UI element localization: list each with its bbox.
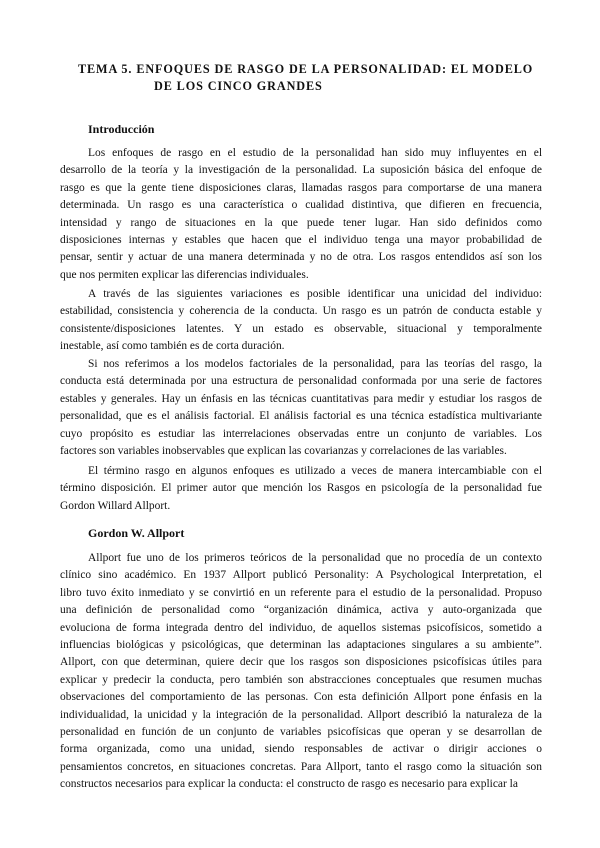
paragraph-intro-4 — [60, 463, 542, 515]
paragraph-line: intensidad y rango de situaciones en la que puede tener lugar. Han sido definidos como — [60, 216, 542, 229]
title-line-2: DE LOS CINCO GRANDES — [154, 79, 323, 93]
paragraph-line: A través de las siguientes variaciones es posible identificar una unicidad del individuo: — [88, 288, 542, 300]
paragraph-line: libro tuvo éxito inmediato y se convirtió en un referente para el estudio de la personalidad. Propuso — [60, 586, 542, 599]
paragraph-allport-1 — [60, 550, 542, 794]
paragraph-intro-2 — [60, 286, 542, 356]
paragraph-line: Gordon Willard Allport. — [60, 499, 171, 512]
title-line-1: TEMA 5. ENFOQUES DE RASGO DE LA PERSONALIDAD: EL MODELO — [78, 62, 534, 76]
document-title — [60, 61, 550, 95]
paragraph-line: que nos permiten explicar las diferencias individuales. — [60, 268, 309, 281]
paragraph-line: evoluciona de forma integrada dentro del individuo, de aquellos sistemas psicofísicos, sometido a — [60, 621, 542, 634]
paragraph-line: desarrollo de la teoría y la investigación de la personalidad. La suposición básica del enfoque de — [60, 164, 542, 177]
paragraph-line: estables y generales. Hay un énfasis en las técnicas cuantitativas para medir y estudiar los rasgos de — [60, 392, 542, 405]
paragraph-line: término disposición. El primer autor que mención los Rasgos en psicología de la personalidad fue — [60, 482, 542, 495]
paragraph-line: disposiciones internas y estables que hacen que el individuo tenga una mayor probabilidad de — [60, 234, 542, 247]
section-heading-allport: Gordon W. Allport — [88, 526, 185, 540]
paragraph-intro-3 — [60, 356, 542, 460]
paragraph-line: cuyo propósito es estudiar las interrelaciones observadas entre un conjunto de variables. Los — [60, 427, 542, 440]
paragraph-line: una definición de personalidad como “organización dinámica, activa y auto-organizada que — [60, 604, 542, 617]
paragraph-line: conducta está determinada por una estructura de personalidad conformada por una serie de factores — [60, 375, 542, 388]
paragraph-line: explicar y predecir la conducta, pero también son abstracciones conceptuales que resumen muchas — [60, 673, 542, 686]
paragraph-line: personalidad en función de un conjunto de variables psicofísicas que operan y se desarrollan de — [60, 726, 542, 739]
paragraph-line: clínico sino académico. En 1937 Allport publicó Personality: A Psychological Interpretation, el — [60, 569, 542, 582]
paragraph-line: consistente/disposiciones latentes. Y un estado es observable, situacional y temporalmente — [60, 322, 542, 335]
paragraph-line: personalidad, que es el análisis factorial. El análisis factorial es una técnica estadística multivariante — [60, 410, 542, 423]
paragraph-line: Los enfoques de rasgo en el estudio de la personalidad han sido muy influyentes en el — [88, 147, 542, 159]
paragraph-intro-1 — [60, 145, 542, 284]
paragraph-line: Si nos referimos a los modelos factoriales de la personalidad, para las teorías del rasgo, la — [88, 358, 542, 370]
paragraph-line: rasgo es que la gente tiene disposiciones claras, llamadas rasgos para comportarse de una manera — [60, 181, 542, 194]
paragraph-line: individualidad, la unicidad y la integración de la personalidad. Allport describió la naturaleza de la — [60, 708, 542, 721]
paragraph-line: Allport, con que determinan, quiere decir que los rasgos son disposiciones psicofísicas útiles para — [60, 656, 542, 669]
paragraph-line: El término rasgo en algunos enfoques es utilizado a veces de manera intercambiable con el — [88, 465, 542, 477]
section-heading-introduccion: Introducción — [88, 122, 155, 136]
paragraph-line: Allport fue uno de los primeros teóricos de la personalidad que no procedía de un contexto — [88, 552, 542, 564]
paragraph-line: factores son variables inobservables que explican las covarianzas y correlaciones de las variables. — [60, 445, 507, 458]
paragraph-line: inestable, así como también es de corta duración. — [60, 340, 285, 353]
paragraph-line: determinada. Un rasgo es una característica o cualidad distintiva, que difieren en frecuencia, — [60, 199, 542, 212]
paragraph-line: influencias biológicas y psicológicas, que determinan las adaptaciones singulares a su ambiente”. — [60, 639, 542, 652]
paragraph-line: pensar, sentir y actuar de una manera determinada y no de otra. Los rasgos entendidos así son los — [60, 251, 542, 264]
paragraph-line: constructos necesarios para explicar la conducta: el constructo de rasgo es necesario para explicar la — [60, 778, 518, 791]
paragraph-line: forma organizada, como una unidad, siendo responsables de activar o dirigir acciones o — [60, 743, 542, 756]
paragraph-line: estabilidad, consistencia y coherencia de la conducta. Un rasgo es un patrón de conducta estable y — [60, 305, 542, 318]
paragraph-line: observaciones del comportamiento de las personas. Con esta definición Allport pone énfasis en la — [60, 691, 542, 704]
paragraph-line: pensamientos concretos, en situaciones concretas. Para Allport, tanto el rasgo como la situación son — [60, 760, 542, 773]
